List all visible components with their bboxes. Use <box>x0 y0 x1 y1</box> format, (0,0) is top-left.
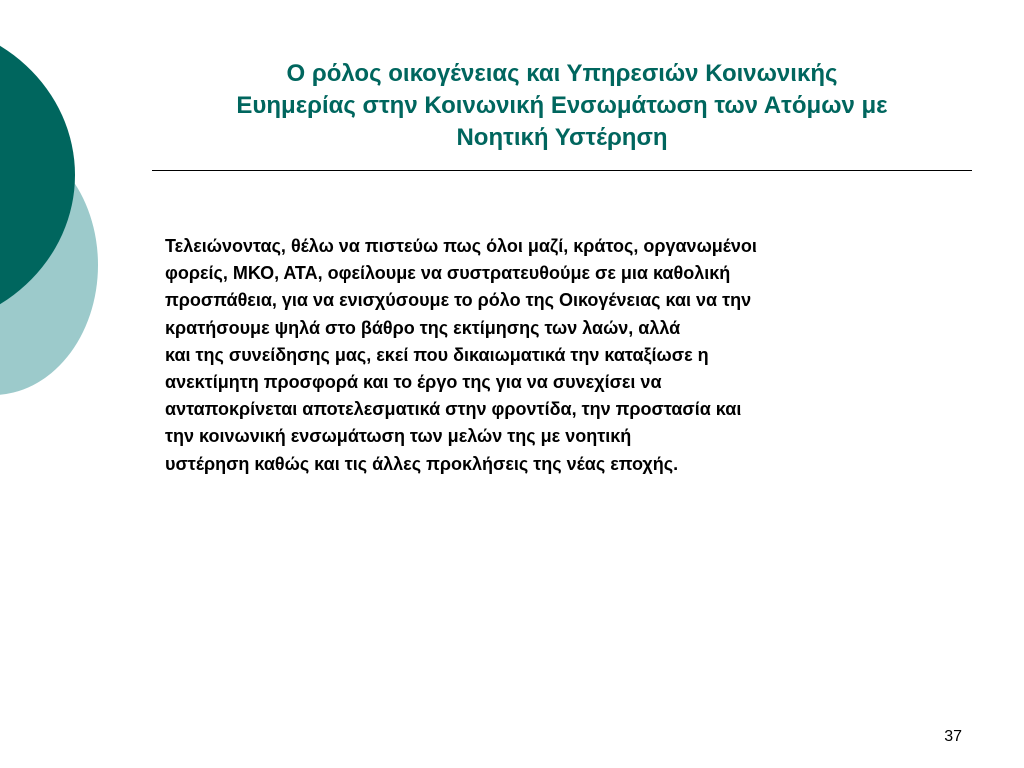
slide-title <box>152 58 972 154</box>
slide-title-line: Ευημερίας στην Κοινωνική Ενσωμάτωση των Ατόμων με <box>236 92 888 119</box>
body-text-line: κρατήσουμε ψηλά στο βάθρο της εκτίμησης των λαών, αλλά <box>165 317 681 338</box>
slide-title-line: Νοητική Υστέρηση <box>456 124 668 151</box>
body-text-line: υστέρηση καθώς και τις άλλες προκλήσεις της νέας εποχής. <box>165 453 679 474</box>
body-text-line: ανταποκρίνεται αποτελεσματικά στην φροντίδα, την προστασία και <box>165 399 742 420</box>
title-divider <box>152 170 972 171</box>
body-text-line: φορείς, ΜΚΟ, ΑΤΑ, οφείλουμε να συστρατευθούμε σε μια καθολική <box>165 263 731 284</box>
body-text-line: και της συνείδησης μας, εκεί που δικαιωματικά την καταξίωσε η <box>165 344 709 365</box>
body-text-line: την κοινωνική ενσωμάτωση των μελών της με νοητική <box>165 426 632 447</box>
body-text-line: προσπάθεια, για να ενισχύσουμε το ρόλο της Οικογένειας και να την <box>165 290 752 311</box>
slide-title-line: Ο ρόλος οικογένειας και Υπηρεσιών Κοινωνικής <box>286 60 838 87</box>
slide-body-text <box>165 233 965 478</box>
slide-page-number: 37 <box>944 728 962 745</box>
body-text-line: Τελειώνοντας, θέλω να πιστεύω πως όλοι μαζί, κράτος, οργανωμένοι <box>165 236 757 256</box>
body-text-line: ανεκτίμητη προσφορά και το έργο της για να συνεχίσει να <box>165 372 662 393</box>
